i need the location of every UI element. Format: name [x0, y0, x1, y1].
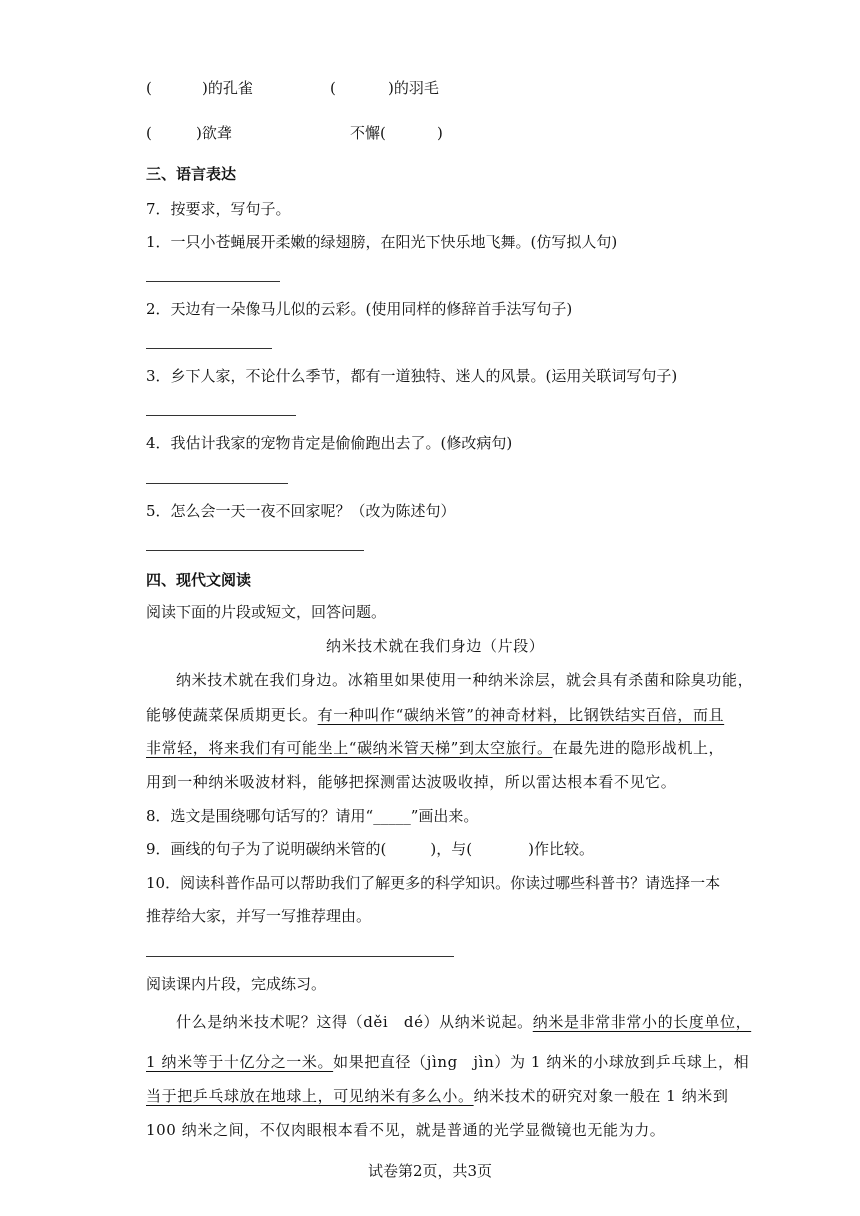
question-9-part-b: )，与(: [430, 840, 473, 858]
fill-blank-peacock: )的孔雀: [202, 79, 253, 97]
question-7-item-3: 3．乡下人家，不论什么季节，都有一道独特、迷人的风景。(运用关联词写句子): [146, 367, 678, 385]
passage-line-2: [146, 705, 724, 725]
fill-blank-left-open: (: [146, 79, 152, 97]
passage2-line-1-plain: 什么是纳米技术呢？这得（děi dé）从纳米说起。: [176, 1013, 533, 1031]
underlined-sentence-part-2: 非常轻，将来我们有可能坐上“碳纳米管天梯”到太空旅行。: [146, 739, 553, 757]
fill-blank-unremitting: 不懈(: [350, 124, 386, 142]
question-9: [146, 839, 594, 859]
passage-line-3-plain: 在最先进的隐形战机上，: [552, 739, 725, 757]
fill-blank-right-close-2: ): [437, 124, 443, 142]
passage-line-2-plain: 能够使蔬菜保质期更长。: [146, 706, 318, 724]
answer-line-1[interactable]: [146, 281, 280, 282]
fill-blank-feather: )的羽毛: [388, 79, 439, 97]
answer-line-3[interactable]: [146, 415, 296, 416]
question-7: 7．按要求，写句子。: [146, 200, 291, 218]
passage2-line-2-plain: 如果把直径（jìng jìn）为 1 纳米的小球放到乒乓球上，相: [333, 1053, 750, 1071]
section-heading-language: 三、语言表达: [146, 165, 237, 183]
underlined-sentence-part-1: 有一种叫作“碳纳米管”的神奇材料，比钢铁结实百倍，而且: [317, 706, 725, 724]
reading-intro: 阅读下面的片段或短文，回答问题。: [146, 603, 387, 621]
section-heading-reading: 四、现代文阅读: [146, 571, 252, 589]
passage-title: 纳米技术就在我们身边（片段）: [326, 637, 545, 655]
answer-line-2[interactable]: [146, 348, 272, 349]
question-8: 8．选文是围绕哪句话写的？请用“_____”画出来。: [146, 807, 479, 825]
question-10-line-2: 推荐给大家，并写一写推荐理由。: [146, 907, 372, 925]
passage2-underlined-1: 纳米是非常非常小的长度单位，: [532, 1013, 752, 1031]
fill-blank-right-open: (: [330, 79, 336, 97]
question-7-item-4: 4．我估计我家的宠物肯定是偷偷跑出去了。(修改病句): [146, 434, 513, 452]
page-footer: 试卷第2页，共3页: [367, 1162, 493, 1180]
passage2-line-4: 100 纳米之间，不仅肉眼根本看不见，就是普通的光学显微镜也无能为力。: [146, 1121, 666, 1139]
answer-line-4[interactable]: [146, 483, 288, 484]
passage2-line-3-plain: 纳米技术的研究对象一般在 1 纳米到: [473, 1087, 729, 1105]
question-7-item-5: 5．怎么会一天一夜不回家呢？（改为陈述句）: [146, 502, 456, 520]
passage2-line-3: [146, 1086, 729, 1106]
answer-line-5[interactable]: [146, 550, 364, 551]
fill-blank-left-open-2: (: [146, 124, 152, 142]
fill-blank-deafening: )欲聋: [196, 124, 232, 142]
passage-line-1: 纳米技术就在我们身边。冰箱里如果使用一种纳米涂层，就会具有杀菌和除臭功能，: [176, 671, 754, 689]
question-10-line-1: 10．阅读科普作品可以帮助我们了解更多的科学知识。你读过哪些科普书？请选择一本: [146, 874, 721, 892]
reading-intro-2: 阅读课内片段，完成练习。: [146, 975, 327, 993]
question-9-part-c: )作比较。: [528, 840, 594, 858]
question-9-part-a: 9．画线的句子为了说明碳纳米管的(: [146, 840, 387, 858]
question-7-item-1: 1．一只小苍蝇展开柔嫩的绿翅膀，在阳光下快乐地飞舞。(仿写拟人句): [146, 233, 618, 251]
passage2-underlined-2: 1 纳米等于十亿分之一米。: [146, 1053, 334, 1071]
passage-line-3: [146, 738, 724, 758]
passage2-line-1: [176, 1012, 751, 1032]
passage2-line-2: [146, 1052, 749, 1072]
passage2-underlined-3: 当于把乒乓球放在地球上，可见纳米有多么小。: [146, 1087, 474, 1105]
answer-line-10[interactable]: [146, 956, 454, 957]
question-7-item-2: 2．天边有一朵像马儿似的云彩。(使用同样的修辞首手法写句子): [146, 300, 573, 318]
passage-line-4: 用到一种纳米吸波材料，能够把探测雷达波吸收掉，所以雷达根本看不见它。: [146, 773, 677, 791]
